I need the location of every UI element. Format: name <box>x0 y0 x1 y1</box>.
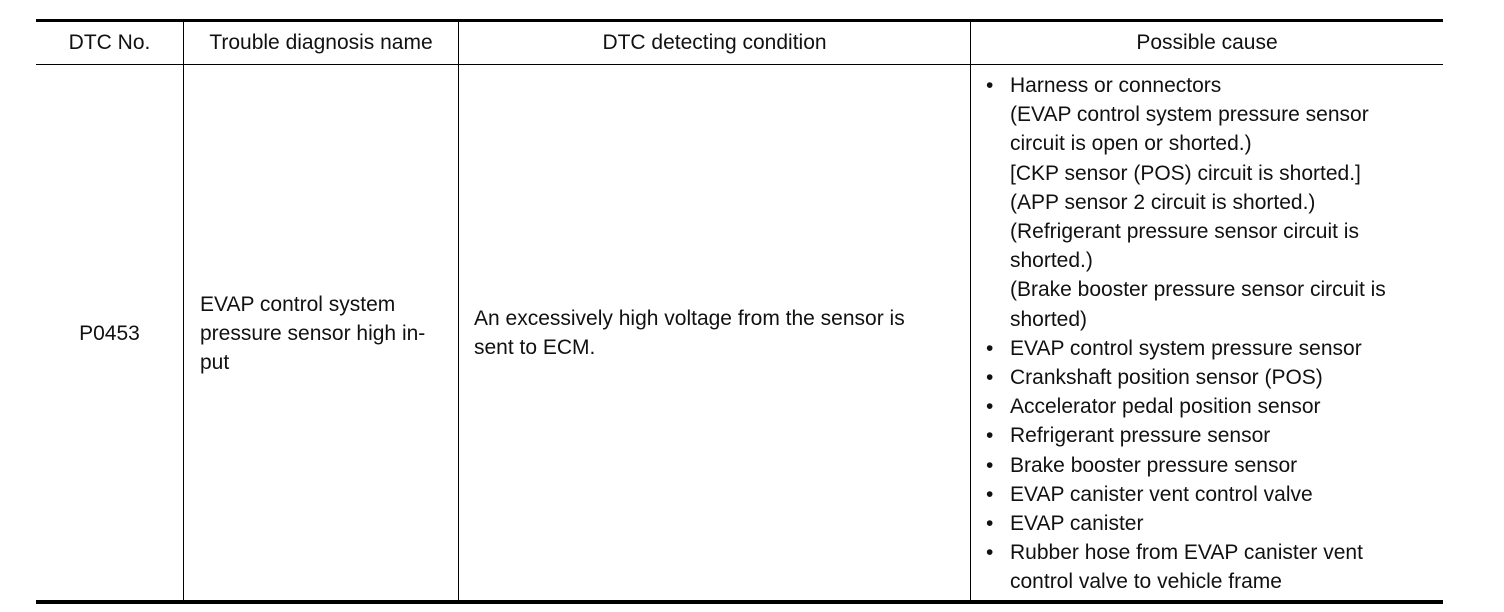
possible-cause-item <box>986 451 1443 480</box>
possible-cause-line: shorted.) <box>1010 249 1093 273</box>
trouble-name-line: pressure sensor high in- <box>200 321 426 345</box>
possible-cause-line: [CKP sensor (POS) circuit is shorted.] <box>1010 161 1361 185</box>
possible-cause-cell <box>971 66 1443 600</box>
possible-cause-line: Rubber hose from EVAP canister vent <box>1010 541 1363 565</box>
bullet-icon: • <box>986 482 994 506</box>
header-possible-cause: Possible cause <box>1136 30 1278 54</box>
trouble-name-text <box>200 290 425 377</box>
table-header-row <box>36 22 1443 65</box>
possible-cause-item <box>986 509 1443 538</box>
possible-cause-line: circuit is open or shorted.) <box>1010 132 1252 156</box>
bullet-icon: • <box>986 74 994 97</box>
possible-cause-line: Accelerator pedal position sensor <box>1010 395 1321 419</box>
possible-cause-line: EVAP canister <box>1010 512 1144 536</box>
possible-cause-line: EVAP control system pressure sensor <box>1010 336 1362 360</box>
header-dtc-detecting-condition: DTC detecting condition <box>602 30 827 54</box>
possible-cause-item <box>986 421 1443 450</box>
header-dtc-no: DTC No. <box>68 30 151 54</box>
bullet-icon: • <box>986 453 994 477</box>
possible-cause-item <box>986 480 1443 509</box>
bullet-icon: • <box>986 395 994 419</box>
bullet-icon: • <box>986 366 994 390</box>
possible-cause-item <box>986 392 1443 421</box>
bullet-icon: • <box>986 424 994 448</box>
trouble-name-line: put <box>200 350 230 374</box>
possible-cause-line: (Refrigerant pressure sensor circuit is <box>1010 220 1359 244</box>
condition-line: An excessively high voltage from the sensor is <box>474 307 905 330</box>
header-trouble-diagnosis-name: Trouble diagnosis name <box>209 30 433 54</box>
possible-cause-line: shorted) <box>1010 307 1088 331</box>
possible-cause-line: EVAP canister vent control valve <box>1010 482 1313 506</box>
bullet-icon: • <box>986 541 994 565</box>
detecting-condition-text <box>474 304 905 362</box>
trouble-name-line: EVAP control system <box>200 292 396 316</box>
possible-cause-item <box>986 334 1443 363</box>
dtc-table <box>36 19 1443 604</box>
possible-cause-line: (APP sensor 2 circuit is shorted.) <box>1010 190 1316 214</box>
possible-cause-line: Harness or connectors <box>1010 74 1222 97</box>
possible-cause-line: (Brake booster pressure sensor circuit is <box>1010 278 1386 302</box>
condition-line: sent to ECM. <box>474 336 596 359</box>
bullet-icon: • <box>986 512 994 536</box>
possible-cause-line: control valve to vehicle frame <box>1010 570 1282 594</box>
possible-cause-item <box>986 363 1443 392</box>
detecting-condition-cell <box>459 66 970 600</box>
possible-cause-line: Crankshaft position sensor (POS) <box>1010 366 1323 390</box>
possible-cause-line: Brake booster pressure sensor <box>1010 453 1298 477</box>
bullet-icon: • <box>986 336 994 360</box>
possible-cause-list <box>986 71 1443 597</box>
trouble-name-cell <box>184 66 458 600</box>
dtc-number: P0453 <box>79 321 140 345</box>
possible-cause-line: (EVAP control system pressure sensor <box>1010 103 1369 127</box>
possible-cause-line: Refrigerant pressure sensor <box>1010 424 1271 448</box>
possible-cause-item <box>986 538 1443 596</box>
possible-cause-item <box>986 71 1443 334</box>
dtc-number-cell <box>36 66 183 600</box>
